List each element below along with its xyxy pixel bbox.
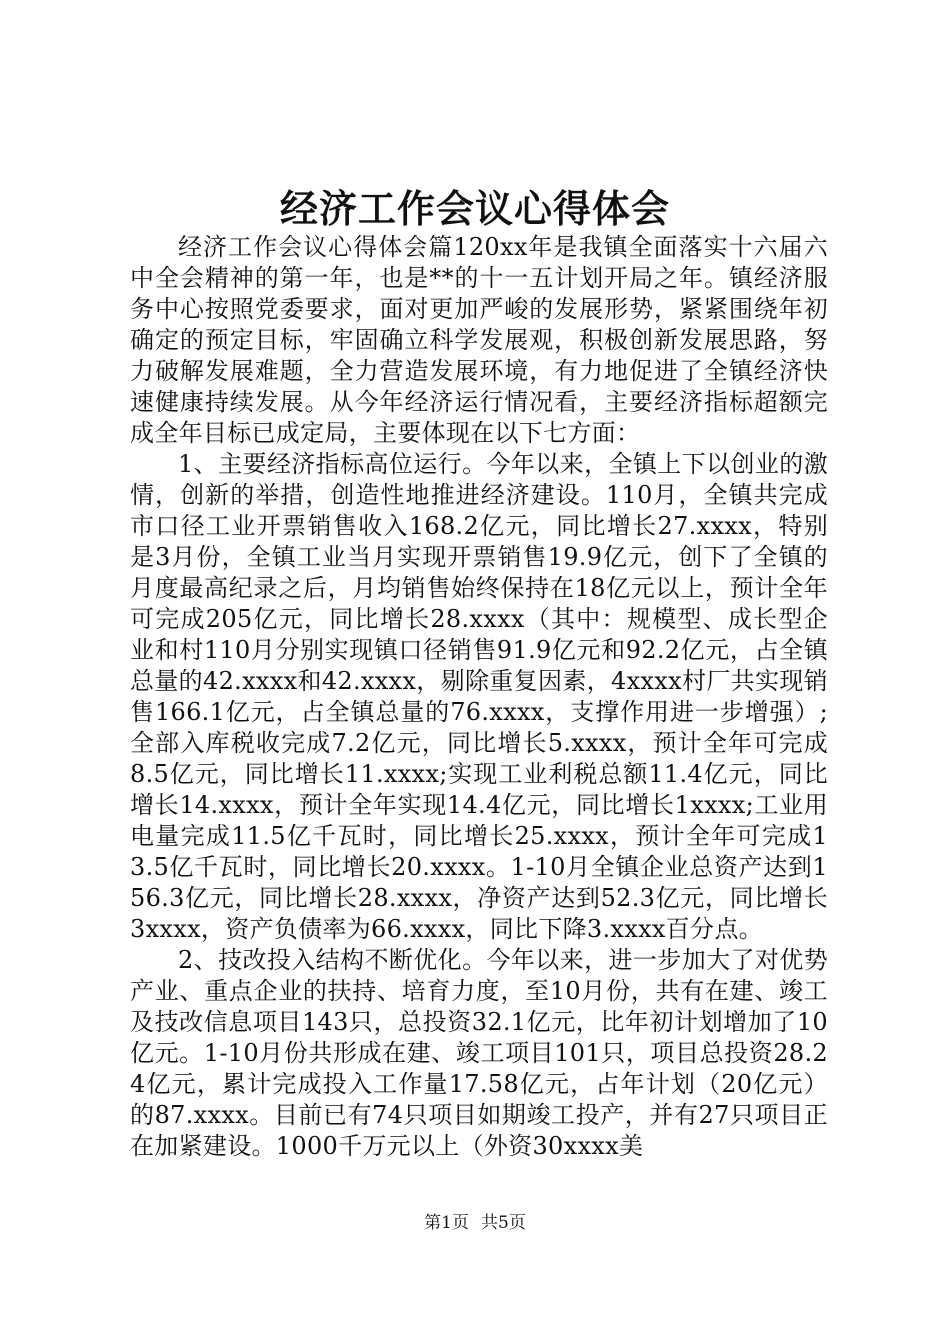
document-body bbox=[130, 232, 828, 1162]
page-number: 第1页 bbox=[424, 1213, 469, 1233]
paragraph-section-2: 2、技改投入结构不断优化。今年以来，进一步加大了对优势产业、重点企业的扶持、培育力度，至10月份，共有在建、竣工及技改信息项目143只，总投资32.1亿元，比年初计划增加了10亿元。1-10月份共形成在建、竣工项目101只，项目总投资28.24亿元，累计完成投入工作量17.58亿元，占年计划（20亿元）的87.xxxx。目前已有74只项目如期竣工投产，并有27只项目正在加紧建设。1000千万元以上（外资30xxxx美 bbox=[130, 946, 828, 1160]
paragraph-section-1: 1、主要经济指标高位运行。今年以来，全镇上下以创业的激情，创新的举措，创造性地推进经济建设。110月，全镇共完成市口径工业开票销售收入168.2亿元，同比增长27.xxxx，特别是3月份，全镇工业当月实现开票销售19.9亿元，创下了全镇的月度最高纪录之后，月均销售始终保持在18亿元以上，预计全年可完成205亿元，同比增长28.xxxx（其中：规模型、成长型企业和村110月分别实现镇口径销售91.9亿元和92.2亿元，占全镇总量的42.xxxx和42.xxxx，剔除重复因素，4xxxx村厂共实现销售166.1亿元，占全镇总量的76.xxxx，支撑作用进一步增强）;全部入库税收完成7.2亿元，同比增长5.xxxx，预计全年可完成8.5亿元，同比增长11.xxxx;实现工业利税总额11.4亿元，同比增长14.xxxx，预计全年实现14.4亿元，同比增长1xxxx;工业用电量完成11.5亿千瓦时，同比增长25.xxxx，预计全年可完成13.5亿千瓦时，同比增长20.xxxx。1-10月全镇企业总资产达到156.3亿元，同比增长28.xxxx，净资产达到52.3亿元，同比增长3xxxx，资产负债率为66.xxxx，同比下降3.xxxx百分点。 bbox=[130, 450, 828, 943]
page-footer bbox=[0, 1212, 950, 1234]
document-title: 经济工作会议心得体会 bbox=[279, 186, 670, 231]
paragraph-intro: 经济工作会议心得体会篇120xx年是我镇全面落实十六届六中全会精神的第一年，也是**的十一五计划开局之年。镇经济服务中心按照党委要求，面对更加严峻的发展形势，紧紧围绕年初确定的预定目标，牢固确立科学发展观，积极创新发展思路，努力破解发展难题，全力营造发展环境，有力地促进了全镇经济快速健康持续发展。从今年经济运行情况看，主要经济指标超额完成全年目标已成定局，主要体现在以下七方面： bbox=[130, 233, 828, 447]
page-total: 共5页 bbox=[481, 1213, 526, 1233]
